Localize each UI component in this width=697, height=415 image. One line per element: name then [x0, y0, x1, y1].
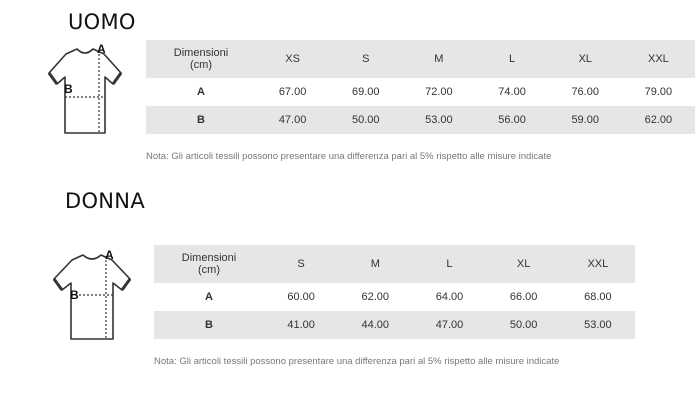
size-header: M [434, 53, 444, 65]
table-header-row [154, 245, 635, 283]
size-header: XL [578, 53, 592, 65]
table-cell: 50.00 [329, 106, 402, 134]
size-header: M [370, 258, 380, 270]
size-header: S [297, 258, 305, 270]
table-row [146, 106, 695, 134]
table-cell: 47.00 [256, 106, 329, 134]
table-cell: 41.00 [264, 311, 338, 339]
table-cell: 72.00 [402, 78, 475, 106]
table-cell: 59.00 [549, 106, 622, 134]
dimensions-header: Dimensioni (cm) [173, 47, 229, 71]
row-label: B [154, 311, 264, 339]
row-label: B [146, 106, 256, 134]
tshirt-donna-icon [50, 246, 134, 344]
table-cell: 66.00 [487, 283, 561, 311]
table-cell: 56.00 [475, 106, 548, 134]
label-a: A [97, 42, 106, 56]
table-cell: 60.00 [264, 283, 338, 311]
table-cell: 62.00 [338, 283, 412, 311]
row-label: A [146, 78, 256, 106]
table-row [146, 78, 695, 106]
tshirt-uomo-icon [44, 40, 126, 138]
size-header: L [508, 53, 516, 65]
dimensions-header: Dimensioni (cm) [181, 252, 237, 276]
table-cell: 50.00 [487, 311, 561, 339]
size-header: XXL [587, 258, 609, 270]
table-cell: 64.00 [412, 283, 486, 311]
size-header: L [446, 258, 453, 270]
label-b: B [64, 82, 73, 96]
size-header: XL [516, 258, 531, 270]
table-cell: 53.00 [561, 311, 635, 339]
table-cell: 69.00 [329, 78, 402, 106]
table-cell: 67.00 [256, 78, 329, 106]
uomo-title: UOMO [68, 10, 136, 34]
label-b: B [70, 288, 79, 302]
table-cell: 76.00 [549, 78, 622, 106]
size-header: XS [285, 53, 300, 65]
label-a: A [105, 248, 114, 262]
table-row [154, 283, 635, 311]
row-label: A [154, 283, 264, 311]
uomo-note: Nota: Gli articoli tessili possono presentare una differenza pari al 5% rispetto alle misure indicate [146, 151, 552, 162]
table-cell: 62.00 [622, 106, 695, 134]
table-header-row [146, 40, 695, 78]
table-cell: 53.00 [402, 106, 475, 134]
table-cell: 44.00 [338, 311, 412, 339]
uomo-size-table [146, 40, 695, 134]
table-cell: 79.00 [622, 78, 695, 106]
donna-size-table [154, 245, 635, 339]
table-cell: 47.00 [412, 311, 486, 339]
donna-note: Nota: Gli articoli tessili possono presentare una differenza pari al 5% rispetto alle misure indicate [154, 356, 560, 367]
size-header: S [362, 53, 370, 65]
table-cell: 74.00 [475, 78, 548, 106]
donna-title: DONNA [65, 189, 145, 213]
size-header: XXL [647, 53, 669, 65]
table-row [154, 311, 635, 339]
table-cell: 68.00 [561, 283, 635, 311]
